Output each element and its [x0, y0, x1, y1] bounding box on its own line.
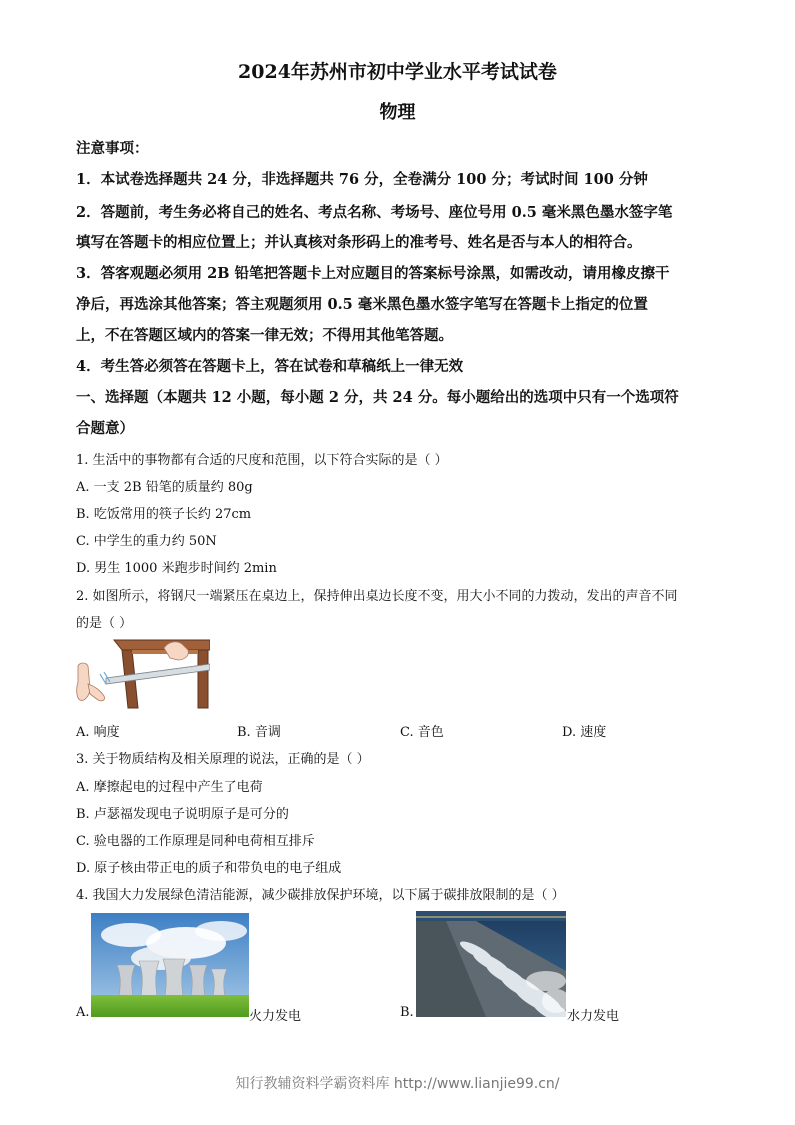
hydro-power-dam-photo: [416, 911, 566, 1017]
notice-line-5: 净后，再选涂其他答案；答主观题须用 0.5 毫米黑色墨水签字笔写在答题卡上指定的位置: [76, 296, 648, 313]
q2-stem-line-1: 2. 如图所示，将钢尺一端紧压在桌边上，保持伸出桌边长度不变，用大小不同的力拨动，发出的声音不同: [76, 589, 678, 604]
q4-option-a-caption: 火力发电: [249, 1009, 302, 1024]
q3-option-b: B. 卢瑟福发现电子说明原子是可分的: [76, 807, 289, 822]
q1-option-d: D. 男生 1000 米跑步时间约 2min: [76, 561, 277, 576]
q2-option-d: D. 速度: [562, 725, 607, 740]
page-footer-source: 知行教辅资料学霸资料库 http://www.lianjie99.cn/: [235, 1076, 560, 1092]
thermal-power-plant-photo: [91, 913, 249, 1017]
q3-option-d: D. 原子核由带正电的质子和带负电的电子组成: [76, 861, 342, 876]
q4-option-a-letter: A.: [76, 1005, 90, 1020]
q3-option-a: A. 摩擦起电的过程中产生了电荷: [76, 780, 263, 795]
q4-option-b-letter: B.: [400, 1005, 414, 1020]
q3-option-c: C. 验电器的工作原理是同种电荷相互排斥: [76, 834, 315, 849]
notice-line-1: 1．本试卷选择题共 24 分，非选择题共 76 分，全卷满分 100 分；考试时间 100 分钟: [76, 171, 648, 188]
notice-line-6: 上，不在答题区域内的答案一律无效；不得用其他笔答题。: [76, 327, 453, 344]
notice-line-4: 3．答客观题必须用 2B 铅笔把答题卡上对应题目的答案标号涂黑，如需改动，请用橡皮擦干: [76, 265, 670, 282]
q1-option-b: B. 吃饭常用的筷子长约 27cm: [76, 507, 252, 522]
notice-line-3: 填写在答题卡的相应位置上；并认真核对条形码上的准考号、姓名是否与本人的相符合。: [76, 234, 642, 251]
q1-option-c: C. 中学生的重力约 50N: [76, 534, 217, 549]
notice-heading: 注意事项：: [76, 140, 149, 157]
q2-option-c: C. 音色: [400, 725, 444, 740]
notice-line-2: 2．答题前，考生务必将自己的姓名、考点名称、考场号、座位号用 0.5 毫米黑色墨水签字笔: [76, 204, 673, 221]
q1-stem: 1. 生活中的事物都有合适的尺度和范围，以下符合实际的是（ ）: [76, 453, 448, 468]
q4-stem: 4. 我国大力发展绿色清洁能源，减少碳排放保护环境，以下属于碳排放限制的是（ ）: [76, 888, 565, 903]
q2-stem-line-2: 的是（ ）: [76, 616, 133, 631]
q2-option-a: A. 响度: [76, 725, 120, 740]
q4-option-b-caption: 水力发电: [567, 1009, 620, 1024]
section-heading-line-1: 一、选择题（本题共 12 小题，每小题 2 分，共 24 分。每小题给出的选项中只有一个选项符: [76, 389, 679, 406]
q1-option-a: A. 一支 2B 铅笔的质量约 80g: [76, 480, 253, 495]
q2-option-b: B. 音调: [237, 725, 281, 740]
q3-stem: 3. 关于物质结构及相关原理的说法，正确的是（ ）: [76, 752, 370, 767]
notice-line-7: 4．考生答必须答在答题卡上，答在试卷和草稿纸上一律无效: [76, 358, 464, 375]
exam-subject: 物理: [379, 102, 416, 123]
section-heading-line-2: 合题意）: [76, 420, 134, 437]
exam-title: 2024年苏州市初中学业水平考试试卷: [238, 61, 557, 83]
ruler-on-desk-illustration: [76, 638, 210, 712]
